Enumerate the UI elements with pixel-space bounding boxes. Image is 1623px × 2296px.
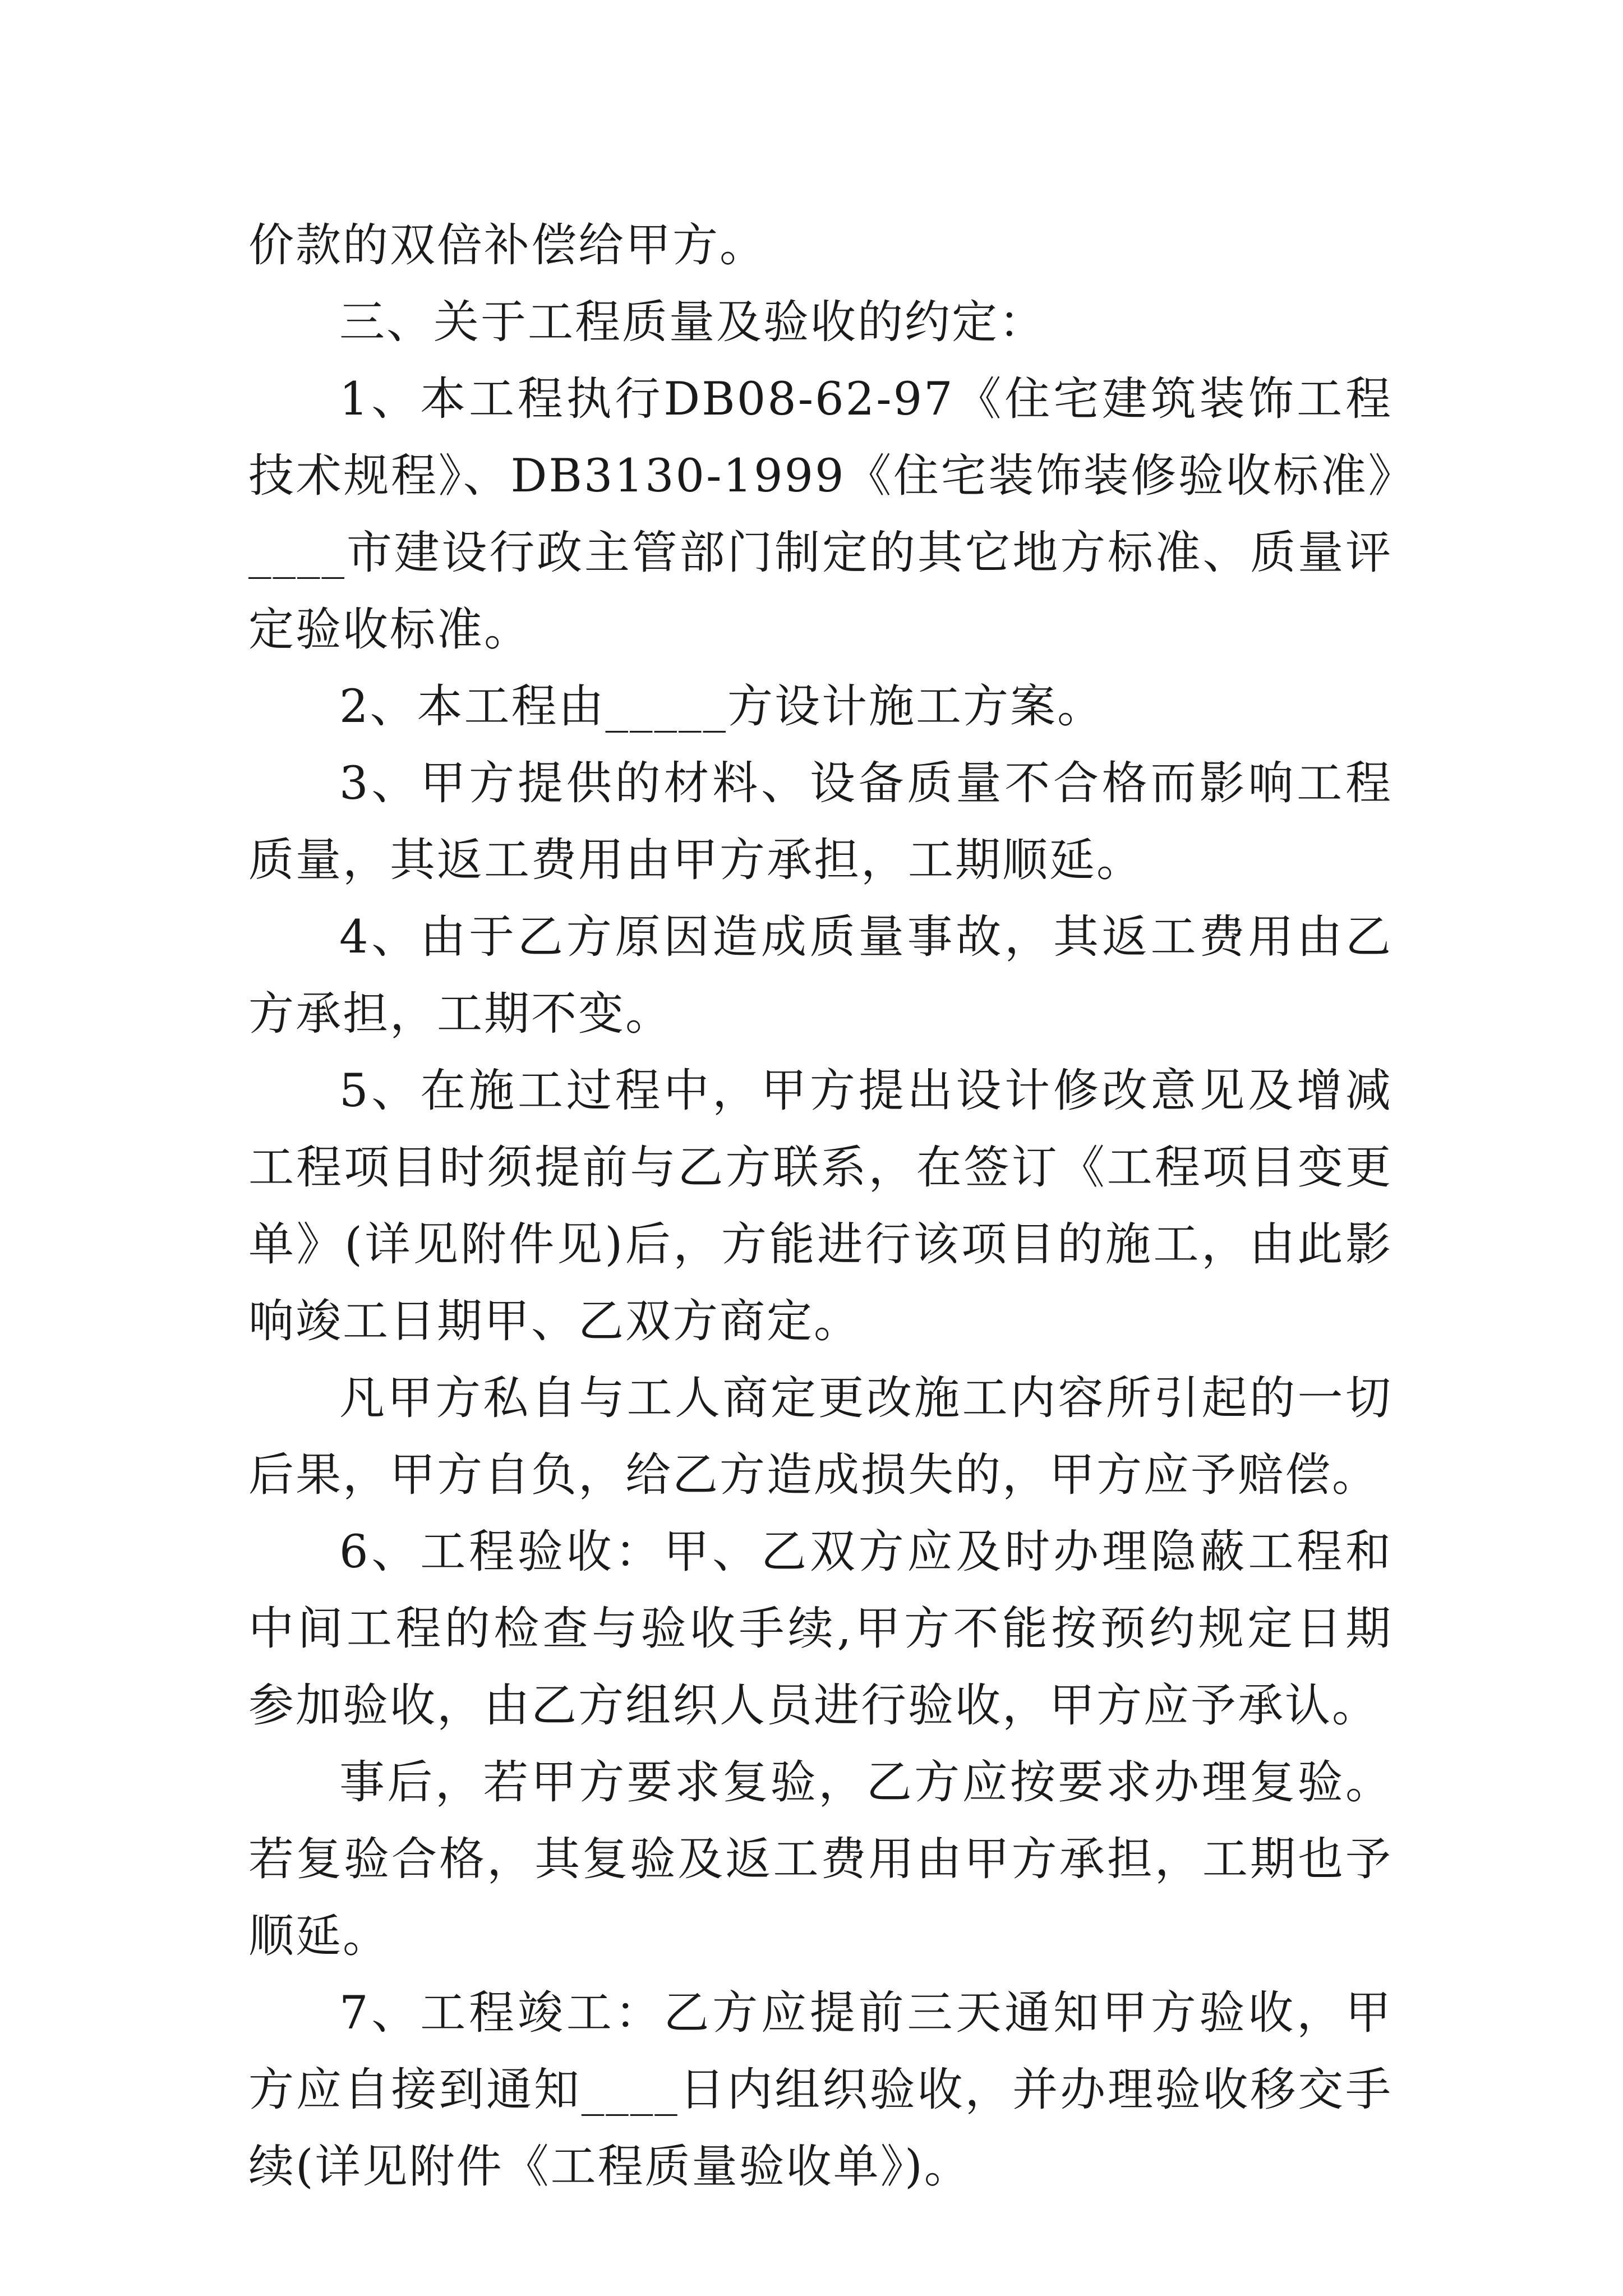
clause-5-private-changes: 凡甲方私自与工人商定更改施工内容所引起的一切后果，甲方自负，给乙方造成损失的，甲方应予赔偿。 <box>248 1372 1393 1502</box>
clause-1-standards: 1、本工程执行DB08-62-97《住宅建筑装饰工程技术规程》、DB3130-1999《住宅装饰装修验收标准》____市建设行政主管部门制定的其它地方标准、质量评定验收标准。 <box>248 373 1393 656</box>
clause-6-acceptance: 6、工程验收：甲、乙双方应及时办理隐蔽工程和中间工程的检查与验收手续,甲方不能按预约规定日期参加验收，由乙方组织人员进行验收，甲方应予承认。 <box>248 1526 1393 1732</box>
document-body <box>248 208 1393 2206</box>
section-heading-quality-acceptance: 三、关于工程质量及验收的约定： <box>339 296 1046 349</box>
clause-7-completion: 7、工程竣工：乙方应提前三天通知甲方验收，甲方应自接到通知____日内组织验收，并办理验收移交手续(详见附件《工程质量验收单》)。 <box>248 1987 1393 2193</box>
paragraph-continuation: 价款的双倍补偿给甲方。 <box>248 219 767 272</box>
clause-4-quality-accident: 4、由于乙方原因造成质量事故，其返工费用由乙方承担，工期不变。 <box>248 911 1393 1041</box>
clause-3-materials-quality: 3、甲方提供的材料、设备质量不合格而影响工程质量，其返工费用由甲方承担，工期顺延。 <box>248 757 1393 887</box>
clause-5-design-changes: 5、在施工过程中，甲方提出设计修改意见及增减工程项目时须提前与乙方联系，在签订《工程项目变更单》(详见附件见)后，方能进行该项目的施工，由此影响竣工日期甲、乙双方商定。 <box>248 1065 1393 1348</box>
clause-6-reinspection: 事后，若甲方要求复验，乙方应按要求办理复验。若复验合格，其复验及返工费用由甲方承担，工期也予顺延。 <box>248 1756 1393 1963</box>
clause-2-design-plan: 2、本工程由_____方设计施工方案。 <box>339 680 1105 733</box>
